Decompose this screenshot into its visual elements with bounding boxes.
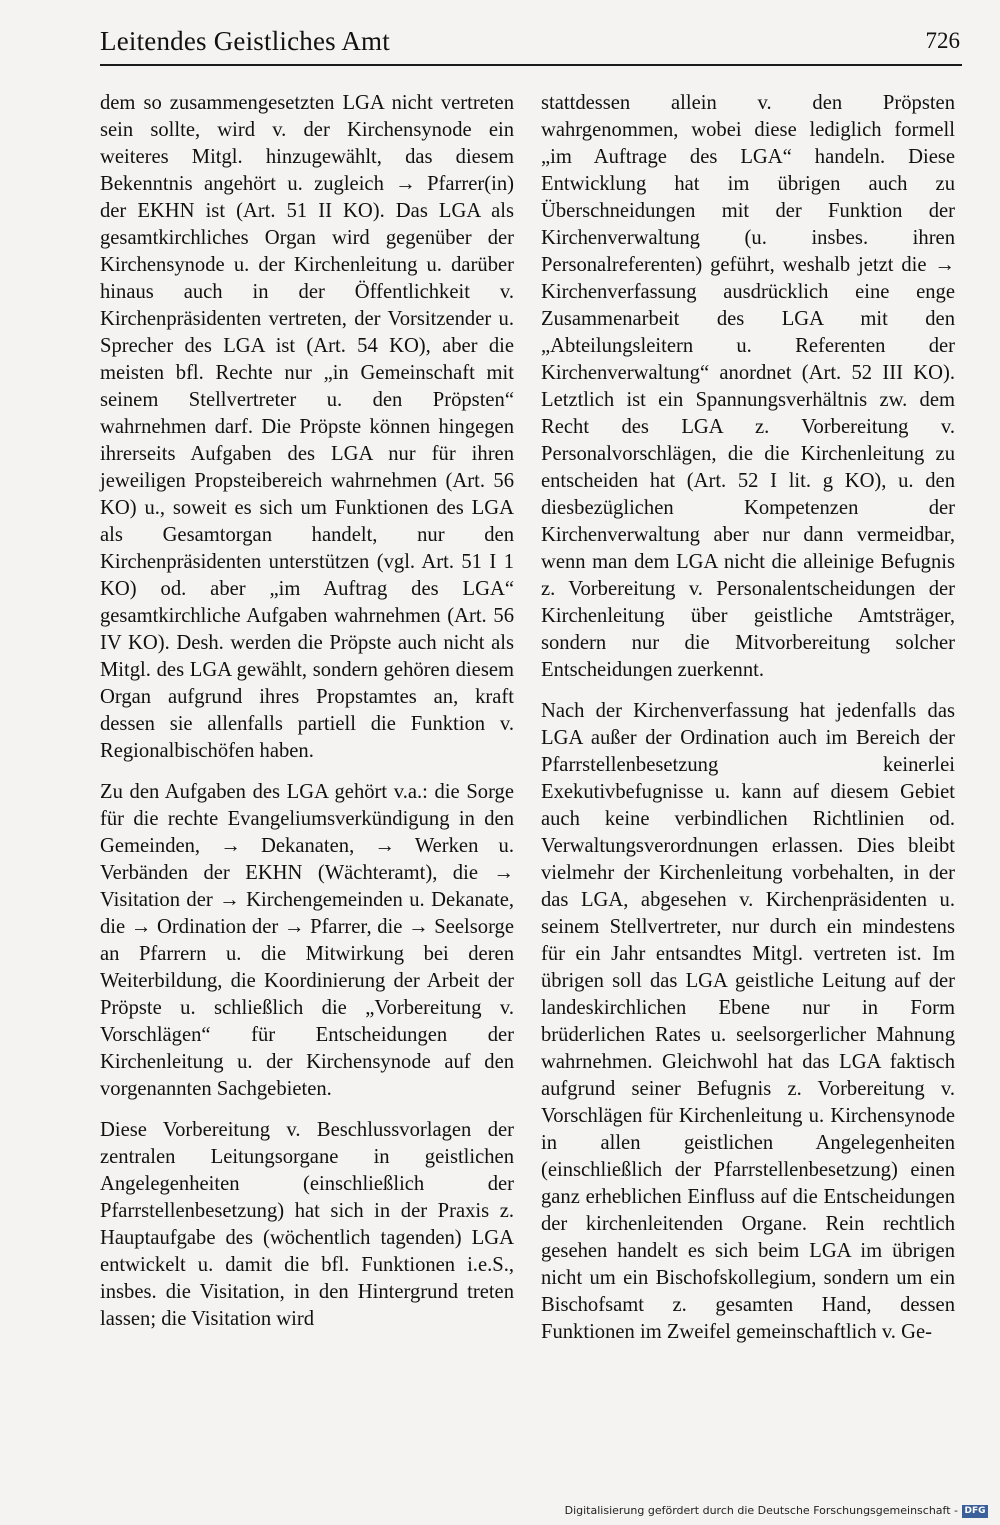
digitization-footer (0, 1497, 1000, 1525)
page-number: 726 (925, 28, 960, 53)
paragraph: dem so zusammengesetzten LGA nicht vertreten sein sollte, wird v. der Kirchensynode ein weiteres Mitgl. hinzugewählt, das diesem Bekenntnis angehört u. zugleich → Pfarrer(in) der EKHN ist (Art. 51 II KO). Das LGA als gesamtkirchliches Organ wird gegenüber der Kirchensynode u. der Kirchenleitung u. darüber hinaus auch in der Öffentlichkeit v. Kirchenpräsidenten vertreten, der Vorsitzender u. Sprecher des LGA ist (Art. 54 KO), aber die meisten bfl. Rechte nur „in Gemeinschaft mit seinem Stellvertreter u. den Pröpsten“ wahrnehmen darf. Die Pröpste können hingegen ihrerseits Aufgaben des LGA nur für ihren jeweiligen Propsteibereich wahrnehmen (Art. 56 KO) u., soweit es sich um Funktionen des LGA als Gesamtorgan handelt, nur den Kirchenpräsidenten unterstützen (vgl. Art. 51 I 1 KO) od. aber „im Auftrag des LGA“ gesamtkirchliche Aufgaben wahrnehmen (Art. 56 IV KO). Desh. werden die Pröpste auch nicht als Mitgl. des LGA gewählt, sondern gehören diesem Organ aufgrund ihres Propstamtes an, kraft dessen sie allenfalls partiell die Funktion v. Regionalbischöfen haben. (100, 92, 514, 762)
dfg-logo: DFG (962, 1505, 988, 1518)
funding-notice: Digitalisierung gefördert durch die Deutsche Forschungsgemeinschaft - (564, 1504, 958, 1517)
paragraph: Zu den Aufgaben des LGA gehört v.a.: die Sorge für die rechte Evangeliumsverkündigung in den Gemeinden, → Dekanaten, → Werken u. Verbänden der EKHN (Wächteramt), die → Visitation der → Kirchengemeinden u. Dekanate, die → Ordination der → Pfarrer, die → Seelsorge an Pfarrern u. die Mitwirkung bei deren Weiterbildung, die Koordinierung der Arbeit der Pröpste u. schließlich die „Vorbereitung v. Vorschlägen“ für Entscheidungen der Kirchenleitung u. der Kirchensynode auf den vorgenannten Sachgebieten. (100, 781, 514, 1100)
right-column (541, 90, 955, 1360)
running-title: Leitendes Geistliches Amt (100, 26, 390, 56)
paragraph: Diese Vorbereitung v. Beschlussvorlagen der zentralen Leitungsorgane in geistlichen Angelegenheiten (einschließlich der Pfarrstellenbesetzung) hat sich in der Praxis z. Hauptaufgabe des (wöchentlich tagenden) LGA entwickelt u. damit die bfl. Funktionen i.e.S., insbes. die Visitation, in den Hintergrund treten lassen; die Visitation wird (100, 1119, 514, 1330)
header-divider (100, 64, 962, 66)
paragraph: stattdessen allein v. den Pröpsten wahrgenommen, wobei diese lediglich formell „im Auftrage des LGA“ handeln. Diese Entwicklung hat im übrigen auch zu Überschneidungen mit der Funktion der Kirchenverwaltung (u. insbes. ihren Personalreferenten) geführt, weshalb jetzt die → Kirchenverfassung ausdrücklich eine enge Zusammenarbeit des LGA mit den „Abteilungsleitern u. Referenten der Kirchenverwaltung“ anordnet (Art. 52 III KO). Letztlich ist ein Spannungsverhältnis zw. dem Recht des LGA z. Vorbereitung v. Personalvorschlägen, die die Kirchenleitung zu entscheiden hat (Art. 52 I lit. g KO), u. den diesbezüglichen Kompetenzen der Kirchenverwaltung aber nur dann vermeidbar, wenn man dem LGA nicht die alleinige Befugnis z. Vorbereitung v. Personalentscheidungen der Kirchenleitung über geistliche Amtsträger, sondern nur die Mitvorbereitung solcher Entscheidungen zuerkennt. (541, 92, 955, 681)
paragraph: Nach der Kirchenverfassung hat jedenfalls das LGA außer der Ordination auch im Bereich der Pfarrstellenbesetzung keinerlei Exekutivbefugnisse u. kann auf diesem Gebiet auch keine verbindlichen Richtlinien od. Verwaltungsverordnungen erlassen. Dies bleibt vielmehr der Kirchenleitung vorbehalten, in der das LGA, abgesehen v. Kirchenpräsidenten u. seinem Stellvertreter, nur durch ein mindestens für ein Jahr entsandtes Mitgl. vertreten ist. Im übrigen soll das LGA geistliche Leitung auf der landeskirchlichen Ebene nur in Form brüderlichen Rates u. seelsorgerlicher Mahnung wahrnehmen. Gleichwohl hat das LGA faktisch aufgrund seiner Befugnis z. Vorbereitung v. Vorschlägen für Kirchenleitung u. Kirchensynode in allen geistlichen Angelegenheiten (einschließlich der Pfarrstellenbesetzung) einen ganz erheblichen Einfluss auf die Entscheidungen der kirchenleitenden Organe. Rein rechtlich gesehen handelt es sich beim LGA im übrigen nicht um ein Bischofskollegium, sondern um ein Bischofsamt z. gesamten Hand, dessen Funktionen im Zweifel gemeinschaftlich v. Ge- (541, 700, 955, 1343)
left-column (100, 90, 514, 1347)
running-header (100, 22, 962, 62)
